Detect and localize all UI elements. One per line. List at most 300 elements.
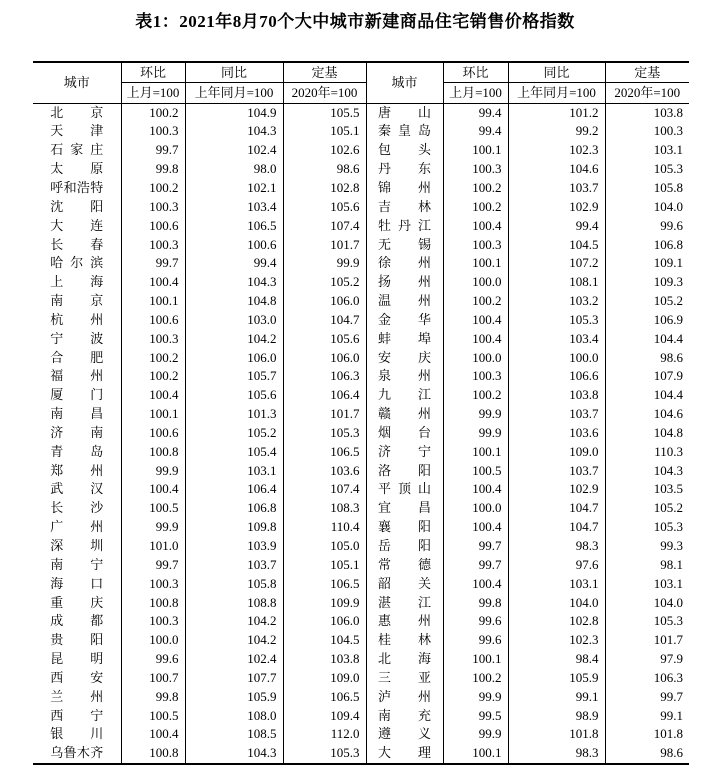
city-cell [366,179,443,198]
city-cell [33,198,121,217]
city-cell [33,556,121,575]
city-cell [33,330,121,349]
yoy-cell: 105.9 [508,669,605,688]
city-name: 上 海 [50,274,104,290]
mom-cell: 100.3 [443,236,508,255]
city-cell [366,537,443,556]
header-yoy-sub-right: 上年同月=100 [508,83,605,103]
header-yoy-sub-left: 上年同月=100 [185,83,283,103]
base-cell: 105.6 [283,330,366,349]
table-header [33,62,689,103]
city-cell [33,443,121,462]
city-cell [366,160,443,179]
mom-cell: 100.2 [121,349,185,368]
city-name: 哈 尔 滨 [50,255,104,271]
base-cell: 106.0 [283,349,366,368]
base-cell: 104.8 [605,424,689,443]
city-cell [366,631,443,650]
mom-cell: 100.2 [121,367,185,386]
city-cell [366,688,443,707]
base-cell: 106.4 [283,386,366,405]
city-name: 韶 关 [378,575,431,591]
mom-cell: 99.6 [443,612,508,631]
yoy-cell: 109.8 [185,518,283,537]
mom-cell: 100.2 [121,103,185,122]
yoy-cell: 109.0 [508,443,605,462]
city-cell [366,236,443,255]
base-cell: 106.5 [283,575,366,594]
city-name: 福 州 [50,368,104,384]
city-cell [33,103,121,122]
city-cell [33,669,121,688]
table-row [33,556,689,575]
city-name: 襄 阳 [378,519,431,535]
table-row [33,386,689,405]
base-cell: 103.1 [605,141,689,160]
yoy-cell: 101.3 [185,405,283,424]
yoy-cell: 102.8 [508,612,605,631]
base-cell: 98.6 [605,349,689,368]
mom-cell: 100.2 [121,179,185,198]
table-body [33,103,689,764]
city-cell [366,141,443,160]
city-cell [366,575,443,594]
city-name: 宁 波 [50,330,104,346]
mom-cell: 99.7 [443,556,508,575]
yoy-cell: 104.2 [185,612,283,631]
table-row [33,688,689,707]
yoy-cell: 105.8 [185,575,283,594]
table-row [33,330,689,349]
city-cell [33,650,121,669]
table-row [33,217,689,236]
base-cell: 106.0 [283,292,366,311]
mom-cell: 99.8 [121,160,185,179]
yoy-cell: 104.7 [508,499,605,518]
city-name: 济 宁 [378,443,431,459]
mom-cell: 99.9 [443,424,508,443]
mom-cell: 100.7 [121,669,185,688]
city-name: 包 头 [378,142,431,158]
price-index-table [33,61,689,765]
mom-cell: 100.3 [121,575,185,594]
city-name: 三 亚 [378,669,431,685]
mom-cell: 100.1 [443,744,508,764]
base-cell: 104.0 [605,198,689,217]
city-cell [33,217,121,236]
table-row [33,349,689,368]
base-cell: 101.7 [283,236,366,255]
yoy-cell: 106.0 [185,349,283,368]
yoy-cell: 107.2 [508,254,605,273]
base-cell: 109.9 [283,594,366,613]
base-cell: 103.6 [283,462,366,481]
city-name: 徐 州 [378,255,431,271]
mom-cell: 100.2 [443,292,508,311]
yoy-cell: 104.3 [185,122,283,141]
table-row [33,594,689,613]
yoy-cell: 103.1 [185,462,283,481]
city-cell [33,631,121,650]
city-name: 南 京 [50,293,104,309]
yoy-cell: 104.8 [185,292,283,311]
table-row [33,631,689,650]
city-name: 平 顶 山 [378,481,431,497]
header-mom-sub-left: 上月=100 [121,83,185,103]
base-cell: 110.4 [283,518,366,537]
mom-cell: 99.9 [443,688,508,707]
table-row [33,141,689,160]
table-row [33,122,689,141]
mom-cell: 100.4 [443,518,508,537]
mom-cell: 100.4 [121,480,185,499]
base-cell: 109.0 [283,669,366,688]
yoy-cell: 102.9 [508,198,605,217]
mom-cell: 100.8 [121,443,185,462]
yoy-cell: 103.4 [185,198,283,217]
mom-cell: 100.3 [121,198,185,217]
city-name: 遵 义 [378,726,431,742]
mom-cell: 99.6 [121,650,185,669]
yoy-cell: 99.4 [508,217,605,236]
base-cell: 102.8 [283,179,366,198]
table-row [33,254,689,273]
mom-cell: 100.4 [443,217,508,236]
city-cell [366,217,443,236]
base-cell: 101.7 [283,405,366,424]
city-cell [33,424,121,443]
mom-cell: 100.6 [121,217,185,236]
city-cell [366,292,443,311]
base-cell: 98.6 [283,160,366,179]
mom-cell: 99.9 [443,725,508,744]
table-row [33,612,689,631]
mom-cell: 100.4 [121,386,185,405]
city-name: 长 春 [50,236,104,252]
city-cell [366,556,443,575]
mom-cell: 100.3 [121,122,185,141]
city-name: 湛 江 [378,594,431,610]
city-name: 沈 阳 [50,198,104,214]
base-cell: 107.4 [283,217,366,236]
city-cell [33,292,121,311]
city-cell [33,594,121,613]
base-cell: 106.3 [605,669,689,688]
base-cell: 112.0 [283,725,366,744]
base-cell: 105.2 [605,499,689,518]
yoy-cell: 106.6 [508,367,605,386]
yoy-cell: 98.3 [508,744,605,764]
city-cell [33,575,121,594]
mom-cell: 100.2 [443,669,508,688]
base-cell: 104.4 [605,386,689,405]
table-row [33,103,689,122]
yoy-cell: 103.9 [185,537,283,556]
city-name: 九 江 [378,387,431,403]
city-name: 天 津 [50,123,104,139]
city-name: 海 口 [50,575,104,591]
header-city-left: 城市 [33,62,121,103]
city-cell [33,122,121,141]
mom-cell: 100.0 [443,273,508,292]
mom-cell: 100.6 [121,424,185,443]
city-name: 北 京 [50,104,104,120]
city-cell [366,424,443,443]
table-row [33,707,689,726]
base-cell: 109.4 [283,707,366,726]
yoy-cell: 104.3 [185,273,283,292]
mom-cell: 100.2 [443,179,508,198]
city-cell [366,311,443,330]
city-name: 金 华 [378,311,431,327]
base-cell: 105.2 [605,292,689,311]
city-name: 合 肥 [50,349,104,365]
yoy-cell: 97.6 [508,556,605,575]
mom-cell: 99.9 [121,518,185,537]
city-cell [366,518,443,537]
base-cell: 105.3 [283,424,366,443]
table-row [33,160,689,179]
base-cell: 104.0 [605,594,689,613]
base-cell: 107.9 [605,367,689,386]
city-name: 无 锡 [378,236,431,252]
mom-cell: 99.9 [443,405,508,424]
city-name: 武 汉 [50,481,104,497]
city-name: 乌 鲁 木 齐 [50,745,104,761]
city-cell [33,499,121,518]
city-name: 泸 州 [378,688,431,704]
mom-cell: 99.8 [121,688,185,707]
city-cell [33,537,121,556]
yoy-cell: 105.3 [508,311,605,330]
city-cell [33,367,121,386]
city-cell [366,405,443,424]
yoy-cell: 102.9 [508,480,605,499]
base-cell: 106.9 [605,311,689,330]
base-cell: 105.8 [605,179,689,198]
city-cell [366,725,443,744]
mom-cell: 99.4 [443,122,508,141]
city-name: 南 昌 [50,406,104,422]
city-name: 洛 阳 [378,462,431,478]
table-row [33,405,689,424]
header-base-sub-right: 2020年=100 [605,83,689,103]
yoy-cell: 98.0 [185,160,283,179]
base-cell: 104.3 [605,462,689,481]
yoy-cell: 106.8 [185,499,283,518]
yoy-cell: 104.2 [185,330,283,349]
yoy-cell: 108.0 [185,707,283,726]
table-row [33,499,689,518]
city-cell [366,707,443,726]
city-name: 兰 州 [50,688,104,704]
table-row [33,273,689,292]
base-cell: 105.3 [283,744,366,764]
city-name: 银 川 [50,726,104,742]
mom-cell: 100.4 [121,273,185,292]
base-cell: 110.3 [605,443,689,462]
base-cell: 106.5 [283,688,366,707]
city-name: 贵 阳 [50,632,104,648]
city-cell [33,688,121,707]
city-cell [366,462,443,481]
table-row [33,650,689,669]
base-cell: 105.1 [283,122,366,141]
mom-cell: 99.7 [443,537,508,556]
mom-cell: 99.7 [121,254,185,273]
city-name: 吉 林 [378,198,431,214]
yoy-cell: 103.7 [508,405,605,424]
city-cell [366,103,443,122]
city-name: 长 沙 [50,500,104,516]
header-mom-left: 环比 [121,62,185,83]
table-row [33,518,689,537]
mom-cell: 100.5 [121,707,185,726]
base-cell: 99.7 [605,688,689,707]
table-row [33,198,689,217]
mom-cell: 100.1 [443,443,508,462]
city-name: 锦 州 [378,179,431,195]
city-name: 西 宁 [50,707,104,723]
yoy-cell: 103.1 [508,575,605,594]
base-cell: 103.8 [605,103,689,122]
mom-cell: 99.9 [121,462,185,481]
mom-cell: 100.0 [121,631,185,650]
yoy-cell: 108.1 [508,273,605,292]
yoy-cell: 103.4 [508,330,605,349]
yoy-cell: 102.4 [185,141,283,160]
base-cell: 105.3 [605,518,689,537]
header-base-sub-left: 2020年=100 [283,83,366,103]
base-cell: 99.3 [605,537,689,556]
mom-cell: 100.2 [443,198,508,217]
table-row [33,744,689,764]
city-cell [33,160,121,179]
city-cell [366,122,443,141]
table-row [33,179,689,198]
mom-cell: 100.6 [121,311,185,330]
yoy-cell: 99.1 [508,688,605,707]
yoy-cell: 100.6 [185,236,283,255]
city-name: 赣 州 [378,406,431,422]
yoy-cell: 103.8 [508,386,605,405]
header-base-right: 定基 [605,62,689,83]
yoy-cell: 103.7 [508,462,605,481]
mom-cell: 100.4 [443,311,508,330]
yoy-cell: 103.6 [508,424,605,443]
base-cell: 101.8 [605,725,689,744]
city-name: 西 安 [50,669,104,685]
city-cell [33,612,121,631]
mom-cell: 100.8 [121,744,185,764]
yoy-cell: 99.2 [508,122,605,141]
yoy-cell: 104.9 [185,103,283,122]
city-name: 温 州 [378,293,431,309]
table-row [33,575,689,594]
header-yoy-right: 同比 [508,62,605,83]
yoy-cell: 103.0 [185,311,283,330]
mom-cell: 99.7 [121,141,185,160]
city-name: 岳 阳 [378,538,431,553]
base-cell: 103.5 [605,480,689,499]
yoy-cell: 102.4 [185,650,283,669]
table-row [33,424,689,443]
mom-cell: 100.4 [443,480,508,499]
city-name: 郑 州 [50,462,104,478]
city-cell [33,480,121,499]
mom-cell: 100.4 [443,330,508,349]
mom-cell: 100.8 [121,594,185,613]
base-cell: 103.1 [605,575,689,594]
city-cell [33,254,121,273]
yoy-cell: 105.4 [185,443,283,462]
base-cell: 106.0 [283,612,366,631]
city-cell [366,386,443,405]
base-cell: 105.3 [605,160,689,179]
city-cell [366,367,443,386]
mom-cell: 99.4 [443,103,508,122]
base-cell: 109.3 [605,273,689,292]
yoy-cell: 105.7 [185,367,283,386]
mom-cell: 100.3 [121,330,185,349]
city-name: 秦 皇 岛 [378,123,431,139]
city-name: 重 庆 [50,594,104,610]
base-cell: 105.3 [605,612,689,631]
base-cell: 101.7 [605,631,689,650]
mom-cell: 100.5 [443,462,508,481]
mom-cell: 101.0 [121,537,185,556]
city-name: 呼 和 浩 特 [50,179,104,195]
base-cell: 102.6 [283,141,366,160]
yoy-cell: 102.3 [508,141,605,160]
city-name: 大 连 [50,217,104,233]
base-cell: 105.0 [283,537,366,556]
yoy-cell: 106.4 [185,480,283,499]
header-mom-right: 环比 [443,62,508,83]
yoy-cell: 108.5 [185,725,283,744]
base-cell: 104.5 [283,631,366,650]
city-name: 唐 山 [378,104,431,120]
yoy-cell: 98.3 [508,537,605,556]
city-cell [366,254,443,273]
base-cell: 98.1 [605,556,689,575]
base-cell: 99.1 [605,707,689,726]
city-cell [33,725,121,744]
base-cell: 105.5 [283,103,366,122]
city-name: 扬 州 [378,274,431,290]
city-name: 济 南 [50,424,104,440]
city-cell [33,311,121,330]
city-name: 大 理 [378,745,431,761]
base-cell: 104.6 [605,405,689,424]
table-row [33,292,689,311]
mom-cell: 100.5 [121,499,185,518]
city-name: 宜 昌 [378,500,431,516]
yoy-cell: 104.7 [508,518,605,537]
city-name: 青 岛 [50,443,104,459]
base-cell: 106.5 [283,443,366,462]
mom-cell: 100.3 [443,160,508,179]
header-mom-sub-right: 上月=100 [443,83,508,103]
city-cell [33,518,121,537]
mom-cell: 100.2 [443,386,508,405]
city-name: 惠 州 [378,613,431,629]
city-name: 杭 州 [50,311,104,327]
yoy-cell: 104.0 [508,594,605,613]
city-name: 太 原 [50,161,104,177]
mom-cell: 100.0 [443,499,508,518]
yoy-cell: 101.8 [508,725,605,744]
